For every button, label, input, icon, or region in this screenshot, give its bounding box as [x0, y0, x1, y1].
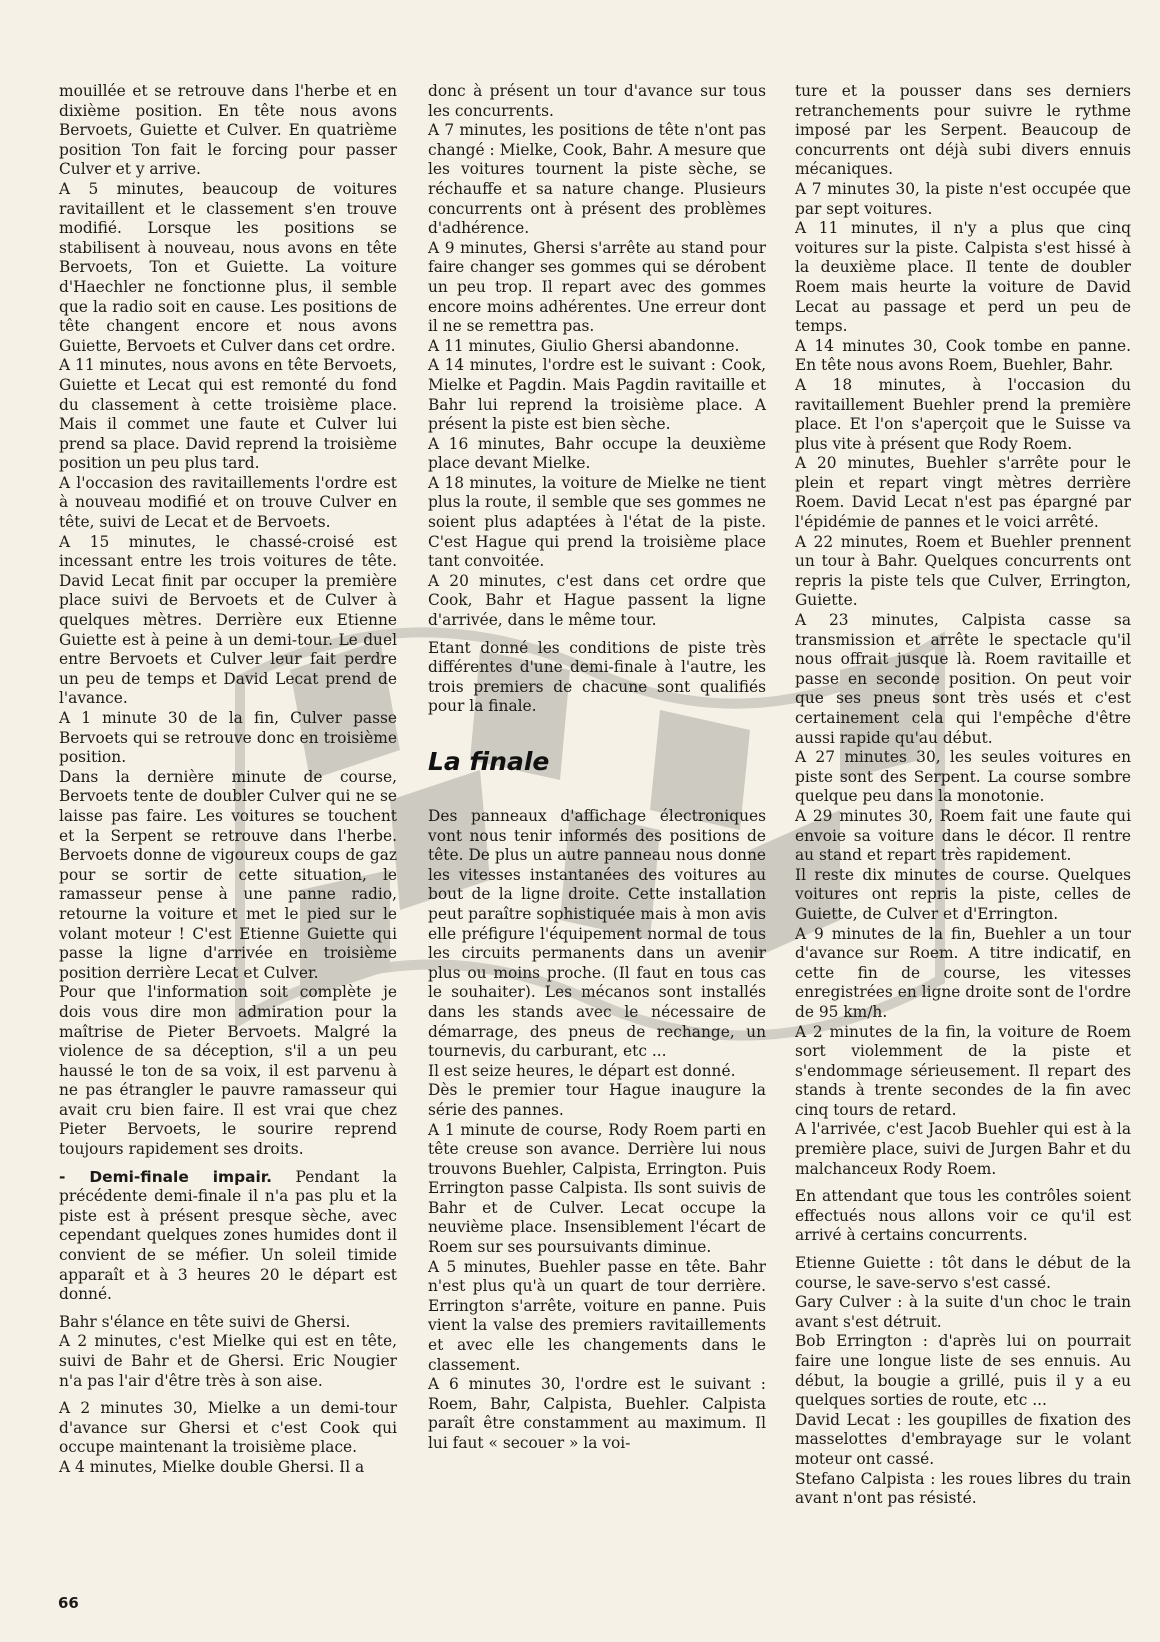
paragraph: Bahr s'élance en tête suivi de Ghersi.: [59, 1312, 351, 1331]
paragraph: A 14 minutes, l'ordre est le suivant : Cook, Mielke et Pagdin. Mais Pagdin ravitaille et Bahr lui reprend la troisième place. A présent la piste est bien sèche.: [428, 356, 766, 434]
paragraph: A 11 minutes, Giulio Ghersi abandonne.: [428, 336, 740, 355]
conclusion-paragraph: Etant donné les conditions de piste très différentes d'une demi-finale à l'autre, les trois premiers de chacune sont qualifiés pour la finale.: [428, 638, 766, 716]
paragraph: mouillée et se retrouve dans l'herbe et en dixième position. En tête nous avons Bervoets, Guiette et Culver. En quatrième position Ton fait le forcing pour passer Culver et y arrive.: [59, 82, 397, 179]
paragraph: Stefano Calpista : les roues libres du train avant n'ont pas résisté.: [795, 1469, 1131, 1508]
paragraph: A 5 minutes, Buehler passe en tête. Bahr n'est plus qu'à un quart de tour derrière. Errington s'arrête, voiture en panne. Puis vient la valse des premiers ravitaillements et avec elle les changements dans le classement.: [428, 1257, 766, 1374]
semi-final-text: Pendant la précédente demi-finale il n'a pas plu et la piste est à présent presque sèche, avec cependant quelques zones humides dont il convient de se méfier. Un soleil timide apparaît et à 3 heures 20 le départ est donné.: [59, 1167, 397, 1304]
paragraph: A 7 minutes 30, la piste n'est occupée que par sept voitures.: [795, 179, 1131, 218]
paragraph: Il est seize heures, le départ est donné.: [428, 1061, 736, 1080]
paragraph: A 6 minutes 30, l'ordre est le suivant : Roem, Bahr, Calpista, Buehler. Calpista paraît être constamment au maximum. Il lui faut « secouer » la voi-: [428, 1375, 766, 1452]
paragraph: Etienne Guiette : tôt dans le début de la course, le save-servo s'est cassé.: [795, 1254, 1131, 1292]
paragraph: A 18 minutes, la voiture de Mielke ne tient plus la route, il semble que ses gommes ne soient plus adaptées à l'état de la piste. C'est Hague qui prend la troisième place tant convoitée.: [428, 473, 766, 571]
paragraph: A 4 minutes, Mielke double Ghersi. Il a: [59, 1457, 365, 1476]
paragraph: Bob Errington : d'après lui on pourrait faire une longue liste de ses ennuis. Au début, la bougie a grillé, puis il y a eu quelques sorties de route, etc ...: [795, 1332, 1131, 1410]
paragraph: A 15 minutes, le chassé-croisé est incessant entre les trois voitures de tête. David Lecat finit par occuper la première place suivi de Bervoets et de Culver à quelques mètres. Derrière eux Etienne Guiette est à peine à un demi-tour. Le duel entre Bervoets et Culver leur fait perdre un peu de temps et David Lecat prend de l'avance.: [59, 532, 397, 708]
paragraph: A 1 minute 30 de la fin, Culver passe Bervoets qui se retrouve donc en troisième position.: [59, 709, 397, 767]
paragraph: A 18 minutes, à l'occasion du ravitaillement Buehler prend la première place. Et l'on s'aperçoit que le Suisse va plus vite à présent que Rody Roem.: [795, 375, 1131, 453]
paragraph: Pour que l'information soit complète je dois vous dire mon admiration pour la maîtrise de Pieter Bervoets. Malgré la violence de sa déception, s'il a un peu haussé le ton de sa voix, il est parvenu à ne pas étrangler le pauvre ramasseur qui avait cru bien faire. Il est vrai que chez Pieter Bervoets, le sourire reprend toujours rapidement ses droits.: [59, 983, 397, 1159]
paragraph: A 9 minutes, Ghersi s'arrête au stand pour faire changer ses gommes qui se dérobent un peu trop. Il repart avec des gommes encore moins adhérentes. Une erreur dont il ne se remettra pas.: [428, 238, 766, 336]
paragraph: donc à présent un tour d'avance sur tous les concurrents.: [428, 82, 766, 120]
paragraph: Gary Culver : à la suite d'un choc le train avant s'est détruit.: [795, 1293, 1131, 1331]
paragraph: A 27 minutes 30, les seules voitures en piste sont des Serpent. La course sombre quelque peu dans la monotonie.: [795, 748, 1131, 806]
paragraph: A l'occasion des ravitaillements l'ordre est à nouveau modifié et on trouve Culver en tête, suivi de Lecat et de Bervoets.: [59, 473, 397, 532]
paragraph: A l'arrivée, c'est Jacob Buehler qui est à la première place, suivi de Jurgen Bahr et du malchanceux Rody Roem.: [795, 1120, 1131, 1178]
paragraph: A 5 minutes, beaucoup de voitures ravitaillent et le classement s'en trouve modifié. Lorsque les positions se stabilisent à nouveau, nous avons en tête Bervoets, Ton et Guiette. La voiture d'Haechler ne fonctionne plus, il semble que la radio soit en cause. Les positions de tête changent encore et nous avons Guiette, Bervoets et Culver dans cet ordre.: [59, 179, 397, 355]
paragraph: Dans la dernière minute de course, Bervoets tente de doubler Culver qui ne se laisse pas faire. Les voitures se touchent et la Serpent se retrouve dans l'herbe. Bervoets donne de vigoureux coups de gaz pour se sortir de cette situation, le ramasseur pense à une panne radio, retourne la voiture et met le pied sur le volant moteur ! C'est Etienne Guiette qui passe la ligne d'arrivée en troisième position derrière Lecat et Culver.: [59, 767, 397, 982]
paragraph: A 29 minutes 30, Roem fait une faute qui envoie sa voiture dans le décor. Il rentre au stand et repart très rapidement.: [795, 806, 1131, 865]
paragraph: A 22 minutes, Roem et Buehler prennent un tour à Bahr. Quelques concurrents ont repris la piste tels que Culver, Errington, Guiette.: [795, 532, 1131, 610]
paragraph: A 1 minute de course, Rody Roem parti en tête creuse son avance. Derrière lui nous trouvons Buehler, Calpista, Errington. Puis Errington passe Calpista. Ils sont suivis de Bahr et de Culver. Lecat occupe la neuvième place. Insensiblement l'écart de Roem sur ses poursuivants diminue.: [428, 1120, 766, 1257]
semi-final-paragraph: [59, 1168, 397, 1305]
paragraph: David Lecat : les goupilles de fixation des masselottes d'embrayage sur le volant moteur ont cassé.: [795, 1410, 1131, 1468]
paragraph: Dès le premier tour Hague inaugure la série des pannes.: [428, 1081, 766, 1119]
column-1: [59, 82, 397, 1478]
paragraph: A 11 minutes, il n'y a plus que cinq voitures sur la piste. Calpista s'est hissé à la deuxième place. Il tente de doubler Roem mais heurte la voiture de David Lecat au passage et perd un peu de temps.: [795, 219, 1131, 336]
column-2: [428, 82, 766, 1454]
paragraph: A 14 minutes 30, Cook tombe en panne. En tête nous avons Roem, Buehler, Bahr.: [795, 336, 1131, 375]
page-number: 66: [58, 1594, 79, 1612]
section-heading-finale: La finale: [428, 747, 550, 776]
paragraph: A 20 minutes, Buehler s'arrête pour le plein et repart vingt mètres derrière Roem. David Lecat n'est pas épargné par l'épidémie de pannes et le voici arrêté.: [795, 454, 1131, 532]
semi-final-label: - Demi-finale impair.: [59, 1167, 273, 1186]
paragraph: A 9 minutes de la fin, Buehler a un tour d'avance sur Roem. A titre indicatif, en cette fin de course, les vitesses enregistrées en ligne droite sont de l'ordre de 95 km/h.: [795, 924, 1131, 1021]
paragraph: A 7 minutes, les positions de tête n'ont pas changé : Mielke, Cook, Bahr. A mesure que les voitures tournent la piste sèche, se réchauffe et sa nature change. Plusieurs concurrents ont à présent des problèmes d'adhérence.: [428, 121, 766, 238]
paragraph: A 11 minutes, nous avons en tête Bervoets, Guiette et Lecat qui est remonté du fond du classement à cette troisième place. Mais il commet une faute et Culver lui prend sa place. David reprend la troisième position un peu plus tard.: [59, 356, 397, 473]
paragraph: A 2 minutes 30, Mielke a un demi-tour d'avance sur Ghersi et c'est Cook qui occupe maintenant la troisième place.: [59, 1399, 397, 1457]
paragraph: Il reste dix minutes de course. Quelques voitures ont repris la piste, celles de Guiette, de Culver et d'Errington.: [795, 865, 1131, 923]
paragraph: A 2 minutes de la fin, la voiture de Roem sort violemment de la piste et s'endommage sérieusement. Il repart des stands à trente secondes de la fin avec cinq tours de retard.: [795, 1022, 1131, 1119]
paragraph: ture et la pousser dans ses derniers retranchements pour suivre le rythme imposé par les Serpent. Beaucoup de concurrents ont déjà subi divers ennuis mécaniques.: [795, 82, 1131, 179]
paragraph: A 23 minutes, Calpista casse sa transmission et arrête le spectacle qu'il nous offrait jusque là. Roem ravitaille et passe en seconde position. On peut voir que ses pneus sont très usés et c'est certainement cela qui l'empêche d'être aussi rapide qu'au début.: [795, 611, 1131, 747]
column-3: [795, 82, 1131, 1509]
paragraph: A 16 minutes, Bahr occupe la deuxième place devant Mielke.: [428, 434, 766, 473]
paragraph: En attendant que tous les contrôles soient effectués nous allons voir ce qu'il est arrivé à certains concurrents.: [795, 1187, 1131, 1245]
paragraph: A 20 minutes, c'est dans cet ordre que Cook, Bahr et Hague passent la ligne d'arrivée, dans le même tour.: [428, 571, 766, 630]
paragraph: A 2 minutes, c'est Mielke qui est en tête, suivi de Bahr et de Ghersi. Eric Nougier n'a pas l'air d'être très à son aise.: [59, 1332, 397, 1390]
paragraph: Des panneaux d'affichage électroniques vont nous tenir informés des positions de tête. De plus un autre panneau nous donne les vitesses instantanées des voitures au bout de la ligne droite. Cette installation peut paraître sophistiquée mais à mon avis elle préfigure l'équipement normal de tous les circuits permanents dans un avenir plus ou moins proche. (Il faut en tous cas le souhaiter). Les mécanos sont installés dans les stands avec le nécessaire de démarrage, des pneus de rechange, un tournevis, du carburant, etc ...: [428, 807, 766, 1061]
